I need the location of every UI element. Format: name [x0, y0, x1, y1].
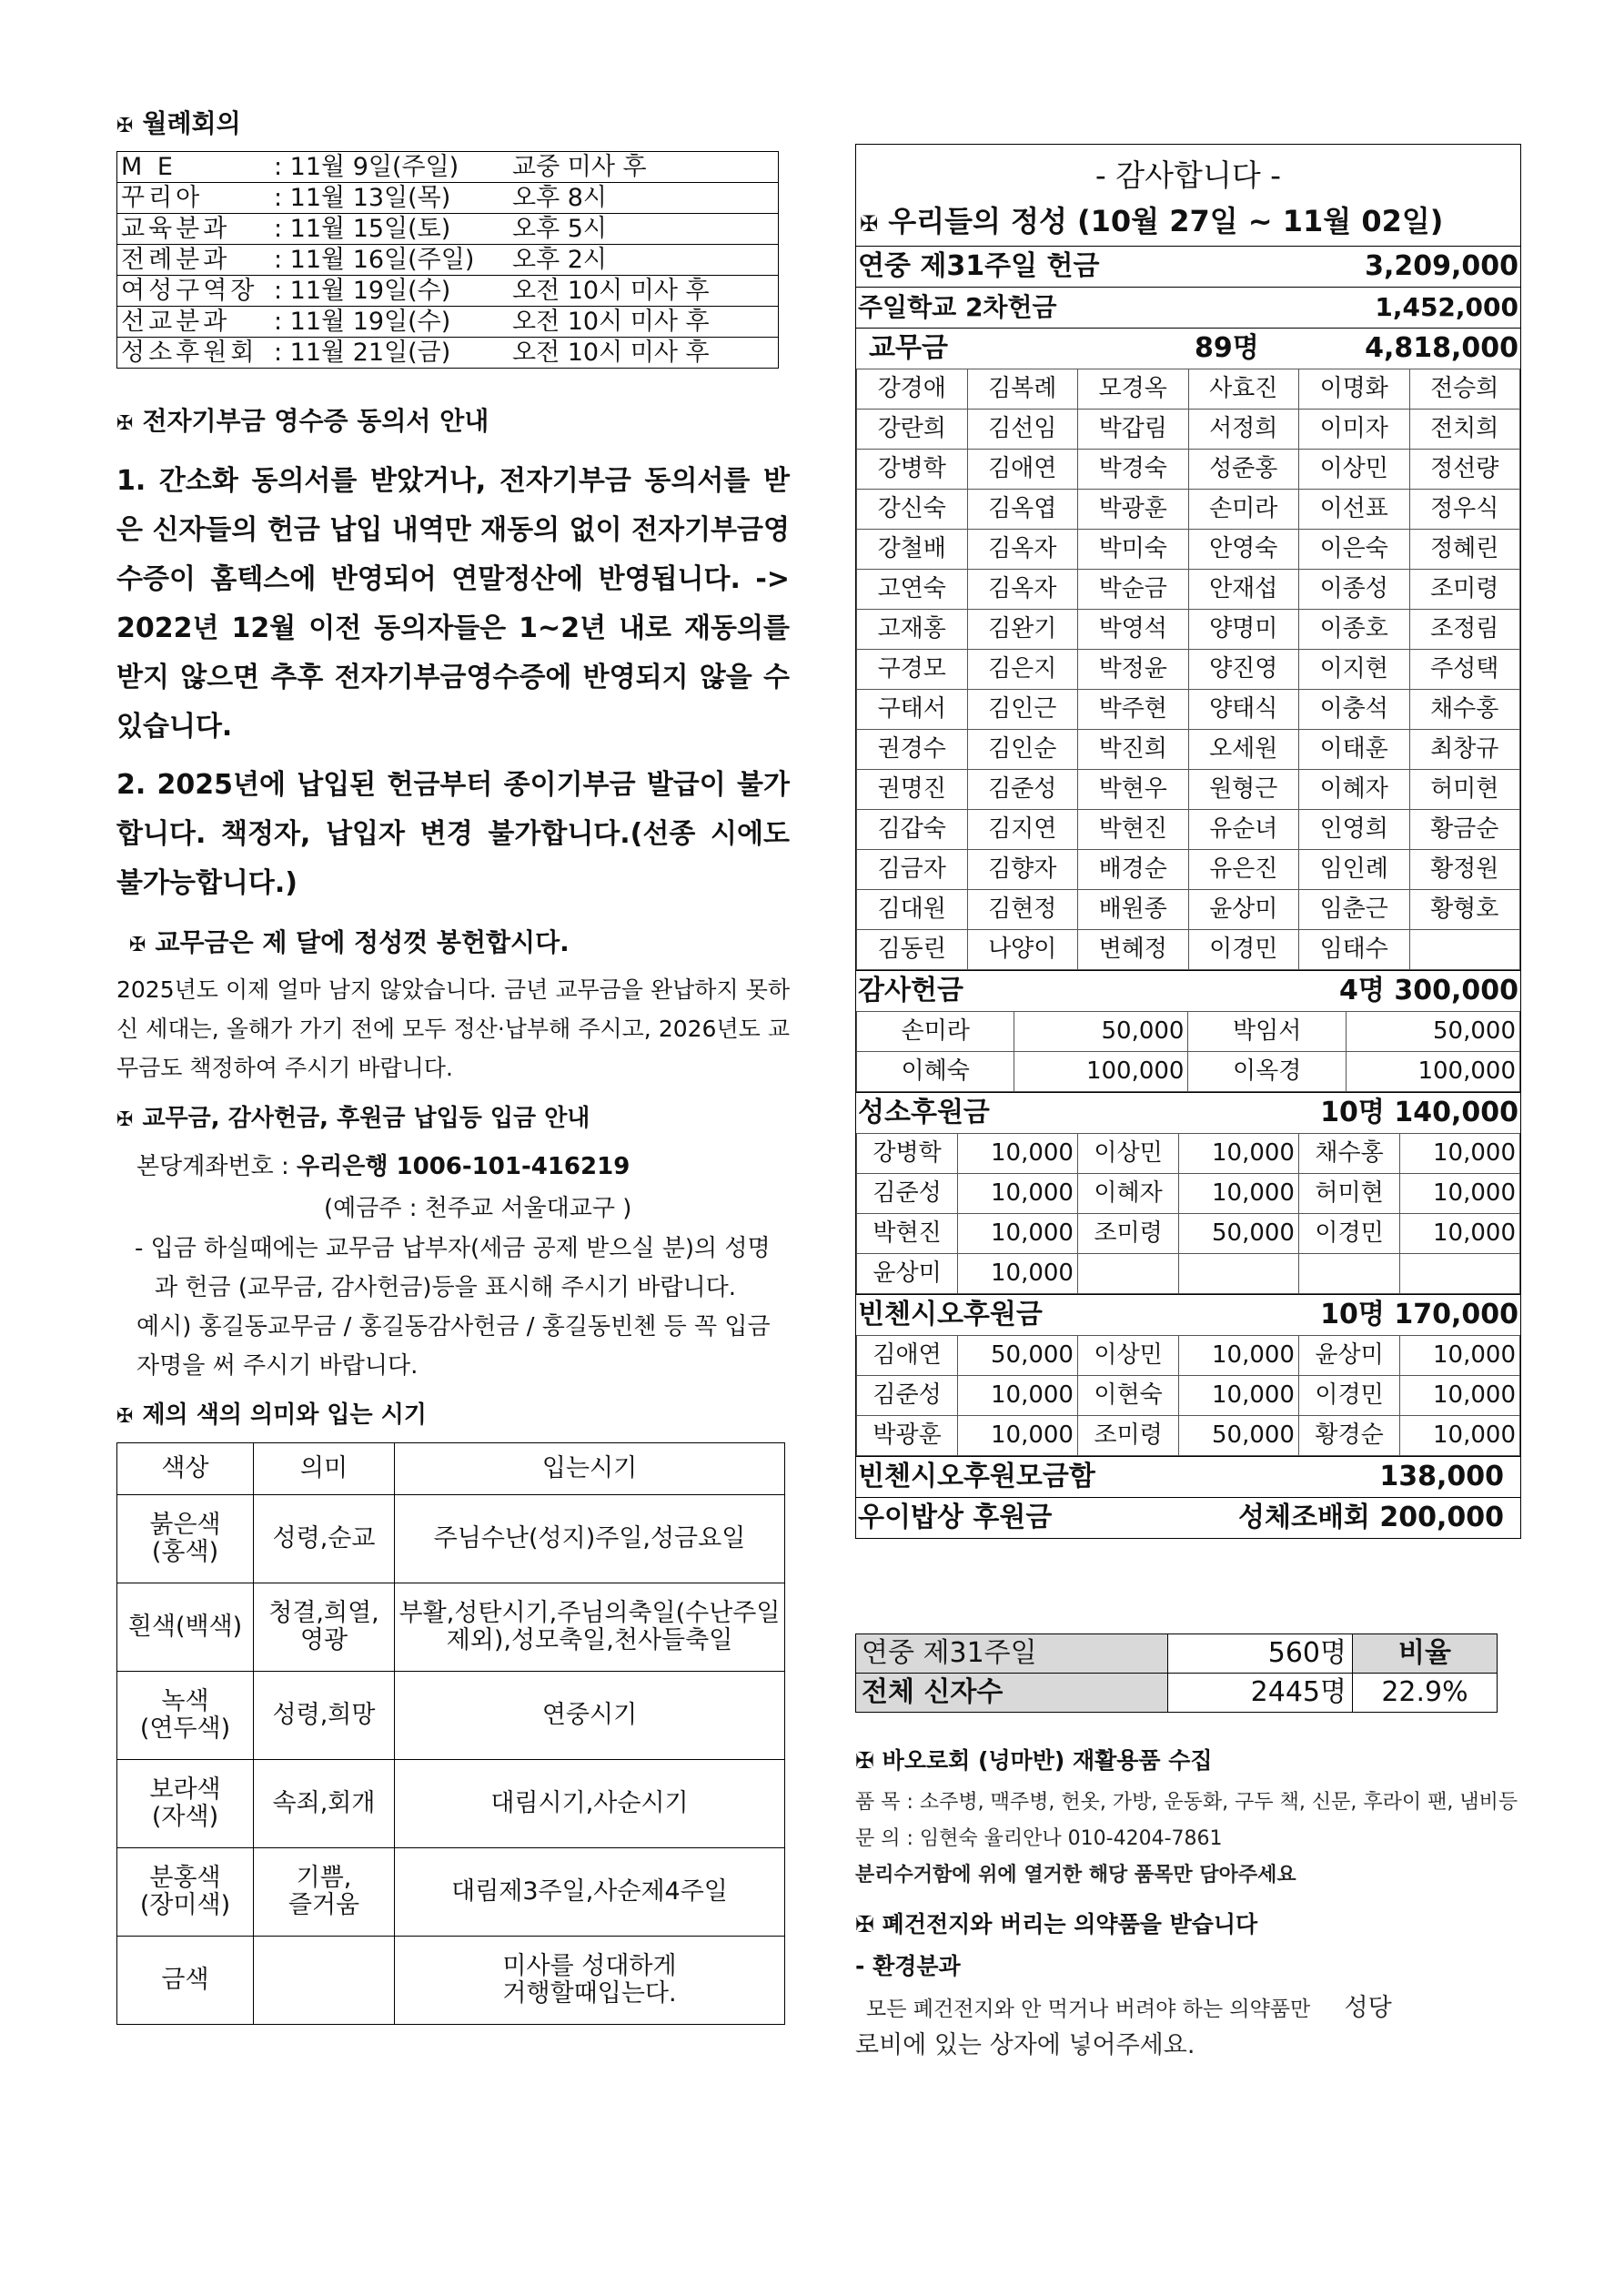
donor-amount: 10,000: [958, 1254, 1078, 1294]
donor-amount: 10,000: [1400, 1174, 1520, 1214]
dues-name-row: [857, 369, 1520, 410]
dues-name-row: [857, 890, 1520, 930]
vestment-color: 녹색 (연두색): [117, 1671, 254, 1759]
recycle-note: 분리수거함에 위에 열거한 해당 품목만 담아주세요: [855, 1864, 1296, 1886]
offering-period: ✠ 우리들의 정성 (10월 27일 ~ 11월 02일): [860, 204, 1444, 238]
vestment-meaning: 청결,희열, 영광: [254, 1583, 395, 1671]
vestment-meaning: [254, 1936, 395, 2024]
donor-name: 이옥경: [1188, 1052, 1346, 1092]
dues-name: 김은지: [967, 650, 1078, 690]
dues-name: 정선량: [1409, 450, 1520, 490]
donor-name: 박임서: [1188, 1012, 1346, 1052]
dues-name: 이경민: [1188, 930, 1299, 970]
donor-amount: 10,000: [1179, 1174, 1299, 1214]
dues-name: 정우식: [1409, 490, 1520, 530]
dues-name: 최창규: [1409, 730, 1520, 770]
account-number: 우리은행 1006-101-416219: [297, 1152, 630, 1180]
dues-name-row: [857, 490, 1520, 530]
dues-name: 박갑림: [1078, 410, 1189, 450]
donor-row: [857, 1254, 1520, 1294]
donor-amount: 50,000: [1179, 1416, 1299, 1456]
left-column: [116, 107, 790, 2025]
donor-amount: 10,000: [1400, 1376, 1520, 1416]
dues-name: 김지연: [967, 810, 1078, 850]
dues-name: 김옥엽: [967, 490, 1078, 530]
donor-row: [857, 1134, 1520, 1174]
dues-name: 구태서: [857, 690, 968, 730]
dues-name: 채수홍: [1409, 690, 1520, 730]
vincent-table: [856, 1335, 1520, 1456]
donor-row: [857, 1416, 1520, 1456]
donor-name: 이혜자: [1077, 1174, 1178, 1214]
dues-name: 배경순: [1078, 850, 1189, 890]
dues-name: 양태식: [1188, 690, 1299, 730]
donor-amount: 100,000: [1014, 1052, 1188, 1092]
dues-name: 이지현: [1299, 650, 1410, 690]
donor-row: [857, 1214, 1520, 1254]
dues-name: 전치희: [1409, 410, 1520, 450]
stat-total-label: 전체 신자수: [856, 1674, 1168, 1713]
donor-name: 손미라: [857, 1012, 1014, 1052]
dues-name: 조정림: [1409, 610, 1520, 650]
donor-amount: 10,000: [1400, 1416, 1520, 1456]
meeting-date: : 11월 13일(목): [274, 184, 451, 213]
dues-name: 안영숙: [1188, 530, 1299, 570]
donor-name: 김애연: [857, 1336, 958, 1376]
donor-name: 박현진: [857, 1214, 958, 1254]
dues-name: 사효진: [1188, 369, 1299, 410]
dues-name: 윤상미: [1188, 890, 1299, 930]
donor-row: [857, 1174, 1520, 1214]
header-meaning: 의미: [254, 1442, 395, 1494]
dues-name: 성준홍: [1188, 450, 1299, 490]
meeting-date: : 11월 15일(토): [274, 215, 451, 244]
stat-sunday-value: 560명: [1168, 1634, 1353, 1674]
header-color: 색상: [117, 1442, 254, 1494]
dues-name: 강경애: [857, 369, 968, 410]
donor-name: 윤상미: [1298, 1336, 1399, 1376]
meeting-time: 오후 8시: [512, 184, 608, 213]
donor-name: 황경순: [1298, 1416, 1399, 1456]
dues-name: 박진희: [1078, 730, 1189, 770]
meeting-row: [117, 276, 779, 307]
dues-name-row: [857, 650, 1520, 690]
donor-row: [857, 1376, 1520, 1416]
dues-name-row: [857, 930, 1520, 970]
donor-amount: 10,000: [958, 1416, 1078, 1456]
vestment-season: 미사를 성대하게 거행할때입는다.: [395, 1936, 785, 2024]
deposit-heading: ✠ 교무금, 감사헌금, 후원금 납입등 입금 안내: [116, 1105, 590, 1133]
attendance-stats-table: [855, 1633, 1498, 1713]
recycle-contact: 문 의 : 임현숙 율리안나 010-4204-7861: [855, 1827, 1223, 1850]
dues-heading: ✠ 교무금은 제 달에 정성껏 봉헌합시다.: [129, 926, 570, 957]
vestment-row: [117, 1671, 785, 1759]
dues-name: 김완기: [967, 610, 1078, 650]
dues-name: 박광훈: [1078, 490, 1189, 530]
donor-row: [857, 1336, 1520, 1376]
vestment-season: 주님수난(성지)주일,성금요일: [395, 1494, 785, 1583]
cross-mark-icon: ✠: [129, 933, 146, 956]
dues-name: 전승희: [1409, 369, 1520, 410]
donor-name: 채수홍: [1298, 1134, 1399, 1174]
donor-amount: 10,000: [1400, 1336, 1520, 1376]
dues-name: 양진영: [1188, 650, 1299, 690]
meeting-cell: [117, 245, 779, 276]
dues-name: 고연숙: [857, 570, 968, 610]
dues-text: 2025년도 이제 얼마 남지 않았습니다. 금년 교무금을 완납하지 못하신 세대는, 올해가 가기 전에 모두 정산·납부해 주시고, 2026년도 교무금도 책정하여 주시기 바랍니다.: [116, 976, 790, 1082]
vocation-table: [856, 1133, 1520, 1294]
dues-name: 황금순: [1409, 810, 1520, 850]
meeting-cell: [117, 338, 779, 369]
account-holder: (예금주 : 천주교 서울대교구 ): [324, 1194, 632, 1222]
vestment-meaning: 성령,희망: [254, 1671, 395, 1759]
donor-amount: 10,000: [958, 1214, 1078, 1254]
dues-name: 배원종: [1078, 890, 1189, 930]
cross-mark-icon: ✠: [116, 1108, 134, 1132]
vestment-color: 흰색(백색): [117, 1583, 254, 1671]
dues-name: 조미령: [1409, 570, 1520, 610]
dues-name: 임태수: [1299, 930, 1410, 970]
meeting-time: 교중 미사 후: [512, 153, 647, 182]
stat-sunday-label: 연중 제31주일: [856, 1634, 1168, 1674]
dues-name: 김선임: [967, 410, 1078, 450]
vestment-row: [117, 1936, 785, 2024]
donor-name: [1298, 1254, 1399, 1294]
recycle-items: 품 목 : 소주병, 맥주병, 헌옷, 가방, 운동화, 구두 책, 신문, 후라이 팬, 냄비등: [855, 1791, 1518, 1814]
dues-name: 강철배: [857, 530, 968, 570]
vestment-season: 대림제3주일,사순제4주일: [395, 1847, 785, 1936]
environment-dept: - 환경분과: [855, 1953, 961, 1979]
donor-amount: 100,000: [1346, 1052, 1519, 1092]
vestment-row: [117, 1759, 785, 1847]
donor-name: 허미현: [1298, 1174, 1399, 1214]
vestment-color: 분홍색 (장미색): [117, 1847, 254, 1936]
meeting-time: 오전 10시 미사 후: [512, 277, 710, 306]
meeting-cell: [117, 307, 779, 338]
dues-name-row: [857, 850, 1520, 890]
dues-name: 강병학: [857, 450, 968, 490]
meeting-date: : 11월 21일(금): [274, 339, 451, 368]
meeting-row: [117, 245, 779, 276]
receipt-paragraph-2: 2. 2025년에 납입된 헌금부터 종이기부금 발급이 불가합니다. 책정자, 납입자 변경 불가합니다.(선종 시에도 불가능합니다.): [116, 768, 790, 899]
dues-name-row: [857, 610, 1520, 650]
donor-name: 이혜숙: [857, 1052, 1014, 1092]
dues-name: 이태훈: [1299, 730, 1410, 770]
cross-mark-icon: ✠: [116, 115, 134, 137]
donor-amount: 10,000: [1400, 1214, 1520, 1254]
dues-name: 김갑숙: [857, 810, 968, 850]
dues-name: 이충석: [1299, 690, 1410, 730]
dues-name-row: [857, 730, 1520, 770]
dues-name: 김향자: [967, 850, 1078, 890]
vestment-meaning: 기쁨, 즐거움: [254, 1847, 395, 1936]
dues-name: 이혜자: [1299, 770, 1410, 810]
meeting-time: 오후 5시: [512, 215, 608, 244]
dues-name: 김인근: [967, 690, 1078, 730]
dues-name: 김동린: [857, 930, 968, 970]
dues-name: 변혜정: [1078, 930, 1189, 970]
vestment-meaning: 성령,순교: [254, 1494, 395, 1583]
cross-mark-icon: ✠: [860, 211, 879, 237]
dues-name: 서정희: [1188, 410, 1299, 450]
dues-name: 황정원: [1409, 850, 1520, 890]
meeting-label: 선교분과: [121, 308, 231, 337]
meeting-cell: [117, 152, 779, 183]
meeting-label: M E: [121, 153, 177, 182]
receipt-paragraph-1: 1. 간소화 동의서를 받았거나, 전자기부금 동의서를 받은 신자들의 헌금 납입 내역만 재동의 없이 전자기부금영수증이 홈텍스에 반영되어 연말정산에 반영됩니다. -> 2022년 12월 이전 동의자들은 1~2년 내로 재동의를 받지 않으면 추후 전자기부금영수증에 반영되지 않을 수 있습니다.: [116, 464, 790, 743]
meeting-row: [117, 307, 779, 338]
rice-support-row: 우이밥상 후원금 성체조배회 200,000: [856, 1497, 1520, 1538]
meeting-label: 성소후원회: [121, 339, 258, 368]
stat-ratio-header: 비율: [1353, 1634, 1498, 1674]
cross-mark-icon: ✠: [855, 1911, 874, 1937]
dues-name: 김현정: [967, 890, 1078, 930]
meeting-label: 전례분과: [121, 246, 231, 275]
dues-name: 박영석: [1078, 610, 1189, 650]
vincent-box-row: 빈첸시오후원모금함 138,000: [856, 1456, 1520, 1497]
vestment-color-table: [116, 1442, 785, 2025]
cross-mark-icon: ✠: [116, 1404, 134, 1428]
donor-amount: 10,000: [1179, 1134, 1299, 1174]
donor-name: 이상민: [1077, 1134, 1178, 1174]
cross-mark-icon: ✠: [116, 412, 134, 436]
meeting-date: : 11월 16일(주일): [274, 246, 475, 275]
battery-heading: ✠ 폐건전지와 버리는 의약품을 받습니다: [855, 1911, 1258, 1937]
meeting-label: 교육분과: [121, 215, 231, 244]
dues-name: 김금자: [857, 850, 968, 890]
dues-name: 박현우: [1078, 770, 1189, 810]
battery-text: 모든 폐건전지와 안 먹거나 버려야 하는 의약품만 성당: [866, 1994, 1392, 2022]
donor-name: 이경민: [1298, 1214, 1399, 1254]
meeting-time: 오후 2시: [512, 246, 608, 275]
donor-name: 이현숙: [1077, 1376, 1178, 1416]
vestment-heading: ✠ 제의 색의 의미와 입는 시기: [116, 1401, 427, 1429]
donor-name: [1077, 1254, 1178, 1294]
dues-name: 양명미: [1188, 610, 1299, 650]
stat-total-value: 2445명: [1168, 1674, 1353, 1713]
dues-name: 김옥자: [967, 530, 1078, 570]
dues-name: 임춘근: [1299, 890, 1410, 930]
vestment-color: 금색: [117, 1936, 254, 2024]
dues-name: 권명진: [857, 770, 968, 810]
dues-name-row: [857, 690, 1520, 730]
dues-name: 유순녀: [1188, 810, 1299, 850]
vestment-season: 연중시기: [395, 1671, 785, 1759]
meeting-date: : 11월 9일(주일): [274, 153, 459, 182]
dues-name: 박주현: [1078, 690, 1189, 730]
dues-name: 강신숙: [857, 490, 968, 530]
dues-name: 정혜린: [1409, 530, 1520, 570]
dues-names-table: [856, 369, 1520, 970]
receipt-heading: ✠ 전자기부금 영수증 동의서 안내: [116, 406, 489, 437]
dues-name-row: [857, 570, 1520, 610]
meeting-row: [117, 214, 779, 245]
meeting-label: 꾸리아: [121, 184, 204, 213]
meeting-cell: [117, 183, 779, 214]
meeting-row: [117, 183, 779, 214]
right-column: [855, 144, 1521, 1539]
cross-mark-icon: ✠: [855, 1747, 874, 1774]
donor-amount: 10,000: [1179, 1336, 1299, 1376]
donor-amount: [1400, 1254, 1520, 1294]
meeting-table: [116, 151, 779, 369]
vestment-row: [117, 1847, 785, 1936]
dues-name-row: [857, 450, 1520, 490]
vestment-meaning: 속죄,회개: [254, 1759, 395, 1847]
dues-name: 김복례: [967, 369, 1078, 410]
meeting-cell: [117, 214, 779, 245]
dues-name: 고재홍: [857, 610, 968, 650]
battery-text-2: 로비에 있는 상자에 넣어주세요.: [855, 2031, 1195, 2059]
dues-name: 주성택: [1409, 650, 1520, 690]
donor-name: 조미령: [1077, 1416, 1178, 1456]
thanks-title: - 감사합니다 -: [1094, 157, 1282, 193]
dues-name: 김준성: [967, 770, 1078, 810]
vestment-color: 보라색 (자색): [117, 1759, 254, 1847]
donor-amount: 10,000: [1179, 1376, 1299, 1416]
vestment-color: 붉은색 (홍색): [117, 1494, 254, 1583]
meeting-label: 여성구역장: [121, 277, 258, 306]
dues-name-row: [857, 810, 1520, 850]
donor-name: 윤상미: [857, 1254, 958, 1294]
dues-name: 구경모: [857, 650, 968, 690]
account-line: 본당계좌번호 : 우리은행 1006-101-416219: [136, 1152, 630, 1180]
donor-name: 강병학: [857, 1134, 958, 1174]
dues-name-row: [857, 530, 1520, 570]
sunday-offering-row: 연중 제31주일 헌금 3,209,000: [856, 246, 1520, 287]
thanks-offering-table: [856, 1011, 1520, 1092]
donor-row: [857, 1052, 1520, 1092]
dues-row: 교무금 89명 4,818,000: [856, 328, 1520, 369]
stat-ratio-value: 22.9%: [1353, 1674, 1498, 1713]
dues-name-row: [857, 770, 1520, 810]
dues-name: 강란희: [857, 410, 968, 450]
dues-name: 인영희: [1299, 810, 1410, 850]
dues-name: 권경수: [857, 730, 968, 770]
recycle-heading: ✠ 바오로회 (넝마반) 재활용품 수집: [855, 1747, 1213, 1774]
donor-amount: 50,000: [1179, 1214, 1299, 1254]
vincent-row: 빈첸시오후원금 10명 170,000: [856, 1294, 1520, 1335]
donor-name: 이경민: [1298, 1376, 1399, 1416]
donor-amount: 50,000: [1014, 1012, 1188, 1052]
dues-name: 오세원: [1188, 730, 1299, 770]
header-season: 입는시기: [395, 1442, 785, 1494]
donor-name: 김준성: [857, 1376, 958, 1416]
dues-name: 김인순: [967, 730, 1078, 770]
dues-name: 이은숙: [1299, 530, 1410, 570]
donor-row: [857, 1012, 1520, 1052]
donor-amount: 10,000: [958, 1376, 1078, 1416]
dues-name-row: [857, 410, 1520, 450]
vocation-row: 성소후원금 10명 140,000: [856, 1092, 1520, 1133]
dues-name: 이상민: [1299, 450, 1410, 490]
dues-name: 허미현: [1409, 770, 1520, 810]
dues-name: 이종호: [1299, 610, 1410, 650]
dues-name: 이명화: [1299, 369, 1410, 410]
donor-amount: 10,000: [958, 1134, 1078, 1174]
dues-name: 원형근: [1188, 770, 1299, 810]
dues-name: 박미숙: [1078, 530, 1189, 570]
donor-name: 김준성: [857, 1174, 958, 1214]
school-offering-row: 주일학교 2차헌금 1,452,000: [856, 287, 1520, 328]
dues-name: 유은진: [1188, 850, 1299, 890]
meeting-time: 오전 10시 미사 후: [512, 308, 710, 337]
meeting-cell: [117, 276, 779, 307]
dues-name: 나양이: [967, 930, 1078, 970]
vestment-season: 대림시기,사순시기: [395, 1759, 785, 1847]
dues-name: 김애연: [967, 450, 1078, 490]
dues-name: 황형호: [1409, 890, 1520, 930]
deposit-example: 예시) 홍길동교무금 / 홍길동감사헌금 / 홍길동빈첸 등 꼭 입금자명을 써 주시기 바랍니다.: [136, 1312, 771, 1380]
dues-name: 박경숙: [1078, 450, 1189, 490]
donor-amount: 10,000: [958, 1174, 1078, 1214]
meeting-row: [117, 152, 779, 183]
meeting-heading: ✠ 월례회의: [116, 108, 241, 138]
donor-name: 박광훈: [857, 1416, 958, 1456]
vestment-row: [117, 1494, 785, 1583]
meeting-row: [117, 338, 779, 369]
dues-name: 이선표: [1299, 490, 1410, 530]
meeting-date: : 11월 19일(수): [274, 308, 451, 337]
dues-name: 손미라: [1188, 490, 1299, 530]
dues-name: [1409, 930, 1520, 970]
dues-name: 김대원: [857, 890, 968, 930]
dues-name: 박현진: [1078, 810, 1189, 850]
thanks-frame: [855, 144, 1521, 1539]
donor-amount: 50,000: [958, 1336, 1078, 1376]
dues-name: 모경옥: [1078, 369, 1189, 410]
donor-name: 이상민: [1077, 1336, 1178, 1376]
donor-name: 조미령: [1077, 1214, 1178, 1254]
dues-name: 이종성: [1299, 570, 1410, 610]
dues-name: 박순금: [1078, 570, 1189, 610]
vestment-season: 부활,성탄시기,주님의축일(수난주일제외),성모축일,천사들축일: [395, 1583, 785, 1671]
dues-name: 박정윤: [1078, 650, 1189, 690]
dues-name: 김옥자: [967, 570, 1078, 610]
donor-amount: 10,000: [1400, 1134, 1520, 1174]
vestment-row: [117, 1583, 785, 1671]
dues-name: 임인례: [1299, 850, 1410, 890]
donor-amount: 50,000: [1346, 1012, 1519, 1052]
thanks-offering-row: 감사헌금 4명 300,000: [856, 970, 1520, 1011]
donor-amount: [1179, 1254, 1299, 1294]
dues-name: 이미자: [1299, 410, 1410, 450]
notices: [855, 1743, 1519, 2064]
meeting-time: 오전 10시 미사 후: [512, 339, 710, 368]
dues-name: 안재섭: [1188, 570, 1299, 610]
deposit-note: - 입금 하실때에는 교무금 납부자(세금 공제 받으실 분)의 성명과 헌금 (교무금, 감사헌금)등을 표시해 주시기 바랍니다.: [135, 1234, 771, 1301]
meeting-date: : 11월 19일(수): [274, 277, 451, 306]
